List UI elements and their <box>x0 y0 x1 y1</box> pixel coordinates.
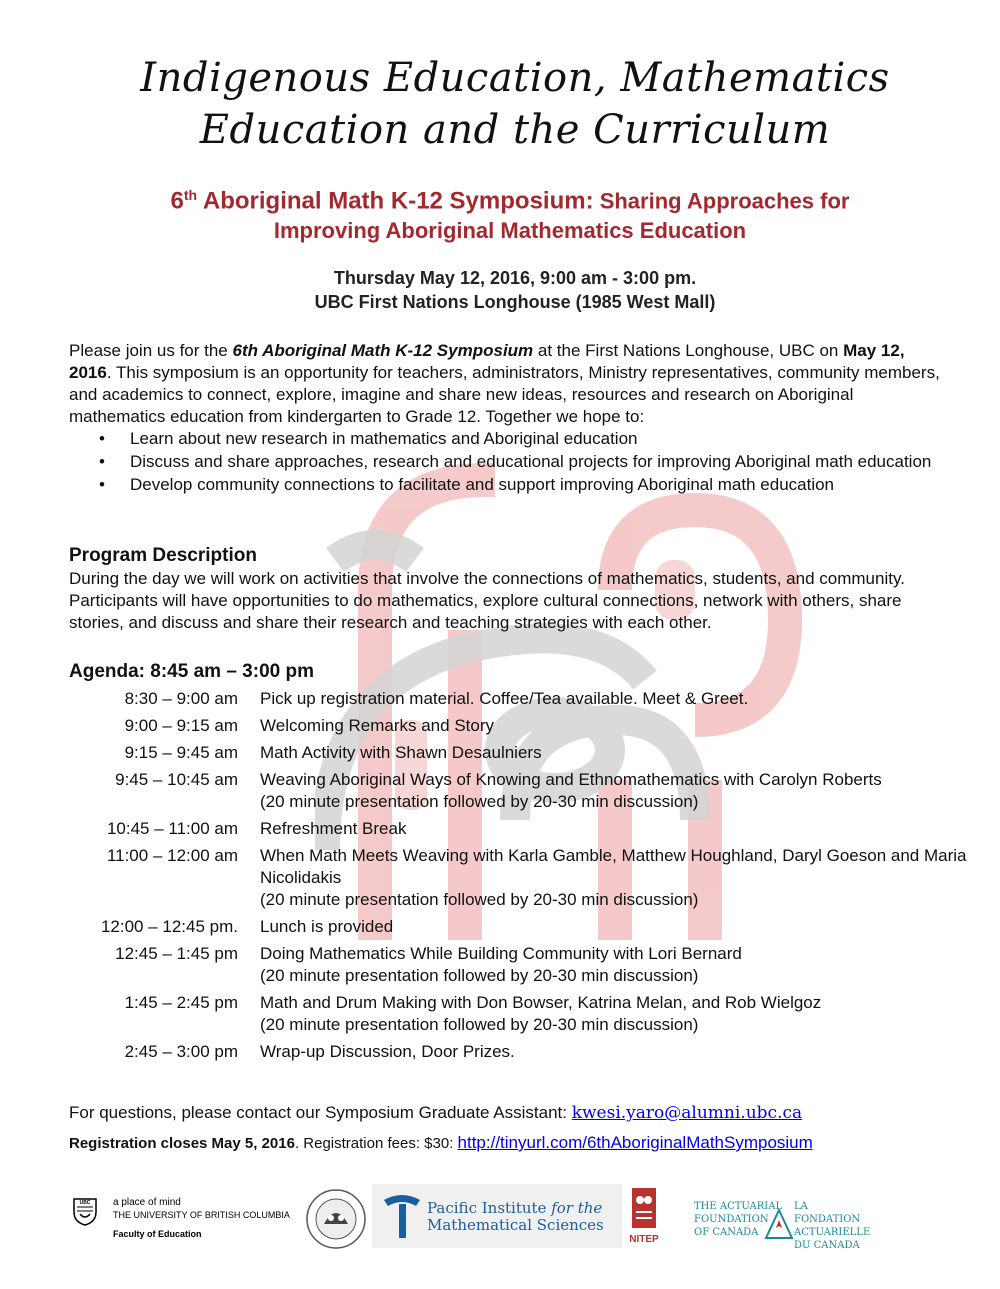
intro-date: May 12, 2016 <box>69 341 905 382</box>
agenda-time: 10:45 – 11:00 am <box>106 819 238 838</box>
agenda-line: (20 minute presentation followed by 20-30 min discussion) <box>260 890 699 909</box>
list-item <box>69 474 949 496</box>
subtitle-rest-1: Sharing Approaches for <box>593 188 850 214</box>
agenda-description <box>260 992 969 1036</box>
program-description: During the day we will work on activities that involve the connections of mathematics, students, and community. Participants will have opportunities to do mathematics, explore cultural connections, network with others, share stories, and discuss and share their research and teaching strategies with each other. <box>69 569 905 632</box>
goal-text: Develop community connections to facilitate and support improving Aboriginal math education <box>130 475 835 494</box>
agenda-line: Pick up registration material. Coffee/Tea available. Meet & Greet. <box>260 689 749 708</box>
agenda-time: 9:00 – 9:15 am <box>124 716 238 735</box>
agenda-row <box>69 845 969 911</box>
actuarial-en-line: THE ACTUARIAL <box>694 1201 783 1212</box>
subtitle-number: 6 <box>170 187 184 215</box>
agenda-description <box>260 818 969 840</box>
indigenous-education-seal-icon <box>305 1188 367 1250</box>
agenda-line: Lunch is provided <box>260 917 394 936</box>
agenda-line: Weaving Aboriginal Ways of Knowing and Ethnomathematics with Carolyn Roberts <box>260 770 882 789</box>
goals-list <box>69 428 949 497</box>
intro-symposium-name: 6th Aboriginal Math K-12 Symposium <box>232 341 534 360</box>
registration-fees: . Registration fees: $30: <box>294 1135 458 1152</box>
pims-line-1-italic: for the <box>551 1199 603 1217</box>
pims-line-1: Pacific Institute <box>427 1199 552 1217</box>
agenda-time: 1:45 – 2:45 pm <box>124 993 238 1012</box>
registration-deadline: Registration closes May 5, 2016 <box>69 1135 295 1152</box>
pims-logo <box>372 1184 622 1248</box>
ubc-crest-label: UBC <box>79 1200 91 1206</box>
agenda-heading: Agenda: 8:45 am – 3:00 pm <box>69 661 314 682</box>
agenda-row <box>69 992 969 1036</box>
agenda-table <box>69 688 969 1068</box>
agenda-row <box>69 818 969 840</box>
agenda-description <box>260 715 969 737</box>
intro-paragraph <box>69 340 949 428</box>
agenda-time: 2:45 – 3:00 pm <box>124 1042 238 1061</box>
actuarial-fr-line: DU CANADA <box>794 1240 860 1251</box>
agenda-time: 12:00 – 12:45 pm. <box>100 917 238 936</box>
agenda-line: Refreshment Break <box>260 819 407 838</box>
agenda-description <box>260 916 969 938</box>
agenda-line: When Math Meets Weaving with Karla Gamble, Matthew Houghland, Daryl Goeson and Maria Nicolidakis <box>260 846 967 887</box>
agenda-line: Doing Mathematics While Building Community with Lori Bernard <box>260 944 742 963</box>
agenda-line: (20 minute presentation followed by 20-30 min discussion) <box>260 792 699 811</box>
ubc-wordmark <box>113 1197 290 1240</box>
actuarial-en-line: FOUNDATION <box>694 1214 769 1225</box>
intro-text-1: Please join us for the <box>69 341 233 360</box>
agenda-time: 9:45 – 10:45 am <box>115 770 238 789</box>
nitep-label: NITEP <box>629 1234 659 1245</box>
contact-text: For questions, please contact our Symposium Graduate Assistant: <box>69 1103 572 1122</box>
pims-line-2: Mathematical Sciences <box>427 1216 604 1234</box>
agenda-line: (20 minute presentation followed by 20-30 min discussion) <box>260 1015 699 1034</box>
main-title <box>60 52 970 156</box>
ubc-tagline: a place of mind <box>113 1197 181 1208</box>
pims-emblem-icon <box>380 1192 424 1240</box>
agenda-row <box>69 769 969 813</box>
event-venue: UBC First Nations Longhouse (1985 West Mall) <box>314 292 716 312</box>
agenda-line: Math Activity with Shawn Desaulniers <box>260 743 542 762</box>
agenda-row <box>69 688 969 710</box>
agenda-line: Wrap-up Discussion, Door Prizes. <box>260 1042 515 1061</box>
agenda-line: Math and Drum Making with Don Bowser, Katrina Melan, and Rob Wielgoz <box>260 993 822 1012</box>
agenda-time: 8:30 – 9:00 am <box>124 689 238 708</box>
agenda-line: (20 minute presentation followed by 20-30 min discussion) <box>260 966 699 985</box>
intro-text-3: . This symposium is an opportunity for teachers, administrators, Ministry representatives, community members, and academics to connect, explore, imagine and share new ideas, resources and research on Aboriginal mathematics education from kindergarten to Grade 12. Together we hope to: <box>69 363 940 426</box>
actuarial-foundation-logo <box>694 1200 874 1251</box>
ubc-name: THE UNIVERSITY OF BRITISH COLUMBIA <box>113 1210 290 1220</box>
goal-text: Learn about new research in mathematics and Aboriginal education <box>130 429 638 448</box>
registration-line <box>69 1132 813 1155</box>
ubc-crest-icon <box>73 1196 97 1226</box>
agenda-time: 9:15 – 9:45 am <box>124 743 238 762</box>
list-item <box>69 428 949 450</box>
ubc-faculty: Faculty of Education <box>113 1229 202 1239</box>
actuarial-en-line: OF CANADA <box>694 1227 759 1238</box>
bullet-icon: • <box>99 429 105 448</box>
agenda-description <box>260 845 969 911</box>
agenda-description <box>260 688 969 710</box>
program-heading: Program Description <box>69 545 257 566</box>
maple-triangle-icon <box>764 1208 794 1240</box>
goal-text: Discuss and share approaches, research and educational projects for improving Aboriginal math education <box>130 452 932 471</box>
event-date: Thursday May 12, 2016, 9:00 am - 3:00 pm. <box>333 268 697 288</box>
actuarial-fr-line: LA FONDATION <box>794 1201 861 1225</box>
nitep-logo-icon <box>628 1186 660 1248</box>
main-title-line-2: Education and the Curriculum <box>199 107 831 153</box>
agenda-description <box>260 943 969 987</box>
sponsor-logos <box>0 1180 1000 1260</box>
contact-email-link[interactable]: kwesi.yaro@alumni.ubc.ca <box>571 1103 803 1123</box>
subtitle-line-2: Improving Aboriginal Mathematics Education <box>273 218 747 244</box>
agenda-row <box>69 916 969 938</box>
agenda-time: 12:45 – 1:45 pm <box>115 944 238 963</box>
contact-line <box>69 1102 802 1124</box>
registration-link[interactable]: http://tinyurl.com/6thAboriginalMathSymposium <box>457 1133 813 1152</box>
subtitle-line-1 <box>60 180 960 216</box>
agenda-time: 11:00 – 12:00 am <box>106 846 238 865</box>
agenda-description <box>260 769 969 813</box>
actuarial-fr-line: ACTUARIELLE <box>794 1227 871 1238</box>
agenda-description <box>260 1041 969 1063</box>
actuarial-french <box>794 1200 874 1252</box>
main-title-line-1: Indigenous Education, Mathematics <box>140 55 890 101</box>
subtitle-main: Aboriginal Math K-12 Symposium: <box>197 187 594 215</box>
agenda-line: Welcoming Remarks and Story <box>260 716 494 735</box>
agenda-row <box>69 742 969 764</box>
intro-text-2: at the First Nations Longhouse, UBC on <box>533 341 844 360</box>
event-when-where <box>60 266 970 314</box>
pims-wordmark <box>427 1200 604 1234</box>
agenda-row <box>69 943 969 987</box>
bullet-icon: • <box>99 475 105 494</box>
agenda-row <box>69 1041 969 1063</box>
list-item <box>69 451 949 473</box>
agenda-description <box>260 742 969 764</box>
symposium-subtitle <box>60 180 960 246</box>
agenda-row <box>69 715 969 737</box>
bullet-icon: • <box>99 452 105 471</box>
subtitle-superscript: th <box>183 187 198 203</box>
